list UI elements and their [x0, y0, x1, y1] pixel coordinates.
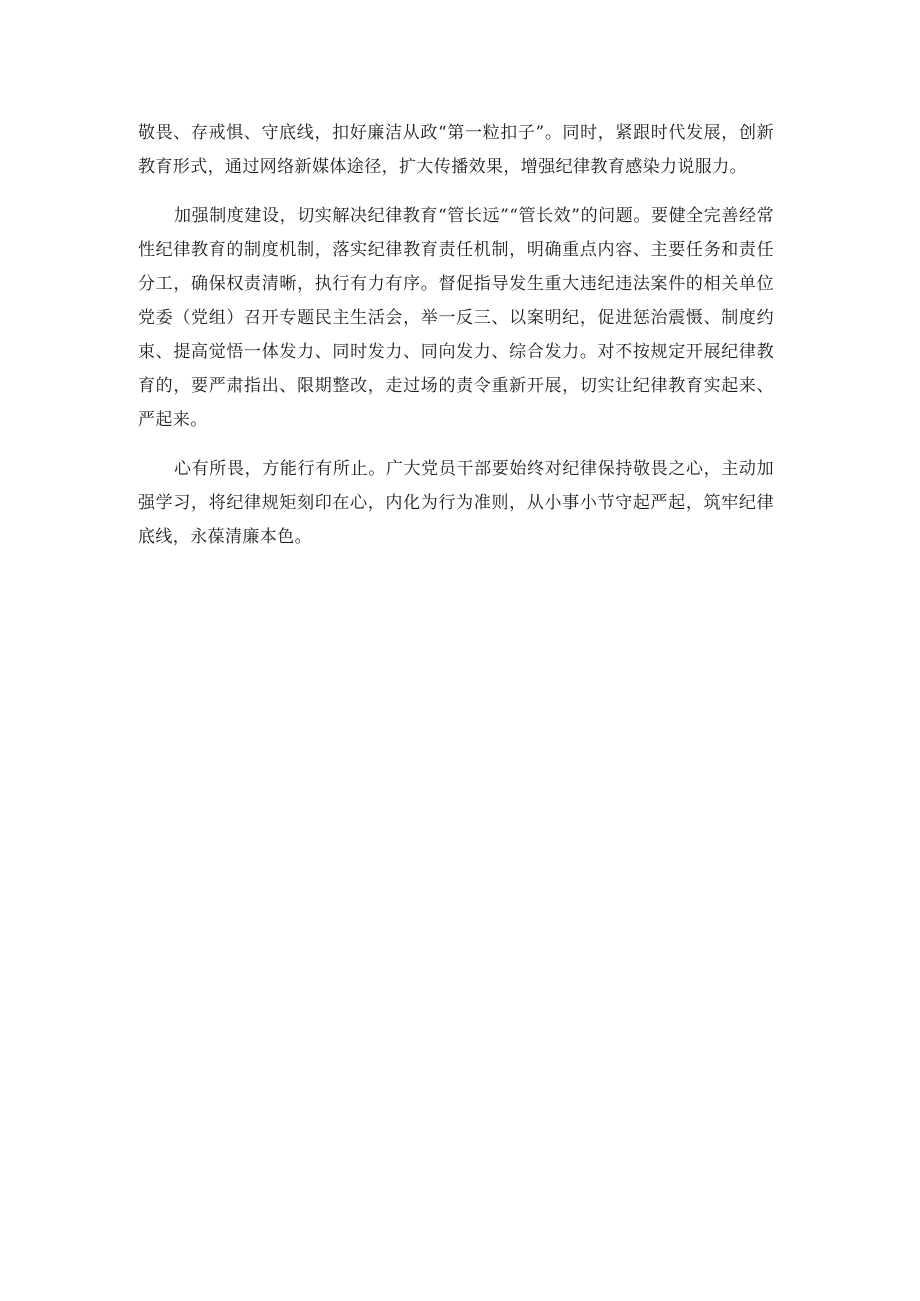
paragraph-conclusion: 心有所畏，方能行有所止。广大党员干部要始终对纪律保持敬畏之心，主动加强学习，将纪律规矩刻印在心，内化为行为准则，从小事小节守起严起，筑牢纪律底线，永葆清廉本色。	[138, 459, 774, 547]
paragraph-continuation: 敬畏、存戒惧、守底线，扣好廉洁从政“第一粒扣子”。同时，紧跟时代发展，创新教育形式，通过网络新媒体途径，扩大传播效果，增强纪律教育感染力说服力。	[138, 123, 774, 177]
paragraph-institution-building: 加强制度建设，切实解决纪律教育“管长远”“管长效”的问题。要健全完善经常性纪律教育的制度机制，落实纪律教育责任机制，明确重点内容、主要任务和责任分工，确保权责清晰，执行有力有序。督促指导发生重大违纪违法案件的相关单位党委（党组）召开专题民主生活会，举一反三、以案明纪，促进惩治震慑、制度约束、提高觉悟一体发力、同时发力、同向发力、综合发力。对不按规定开展纪律教育的，要严肃指出、限期整改，走过场的责令重新开展，切实让纪律教育实起来、严起来。	[138, 206, 774, 430]
document-body	[138, 116, 774, 569]
